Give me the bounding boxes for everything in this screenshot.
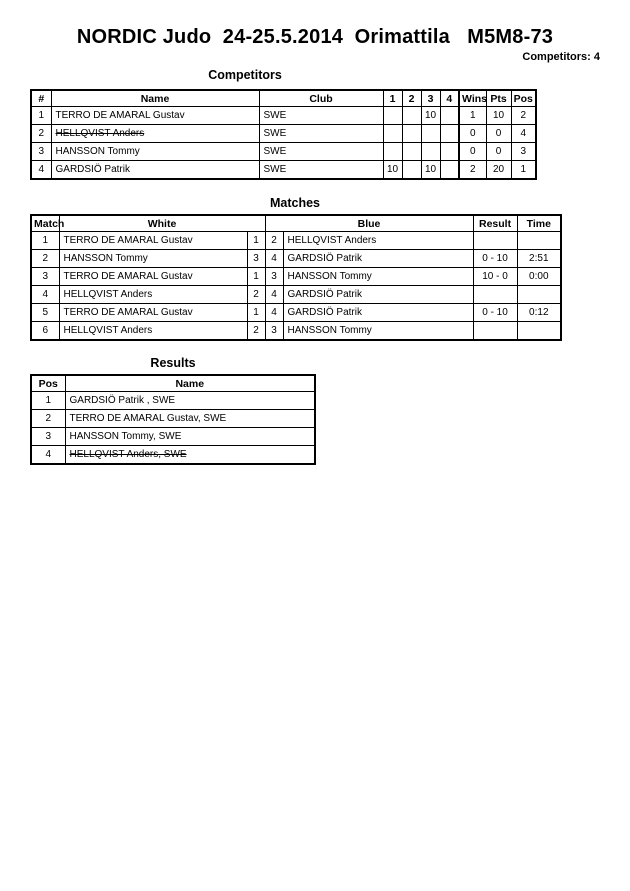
- white-number: 2: [247, 286, 265, 304]
- competitor-name: TERRO DE AMARAL Gustav: [51, 107, 259, 125]
- match-time: 2:51: [517, 250, 561, 268]
- match-row: [31, 268, 561, 286]
- blue-name: GARDSIÖ Patrik: [283, 304, 473, 322]
- blue-number: 2: [265, 232, 283, 250]
- col-header: Blue: [265, 215, 473, 232]
- blue-number: 4: [265, 250, 283, 268]
- match-row: [31, 322, 561, 341]
- col-header: 4: [440, 90, 459, 107]
- white-name: TERRO DE AMARAL Gustav: [59, 304, 247, 322]
- results-heading: Results: [150, 356, 196, 370]
- match-time: [517, 286, 561, 304]
- position-cell: 4: [511, 125, 536, 143]
- match-result: [473, 322, 517, 341]
- competitor-name: [51, 125, 259, 143]
- score-cell: [402, 161, 421, 180]
- result-name: GARDSIÖ Patrik , SWE: [65, 392, 315, 410]
- points-cell: 20: [486, 161, 511, 180]
- white-number: 1: [247, 232, 265, 250]
- page-title: NORDIC Judo 24-25.5.2014 Orimattila M5M8-73: [76, 26, 554, 48]
- white-name: TERRO DE AMARAL Gustav: [59, 232, 247, 250]
- score-cell: [440, 107, 459, 125]
- competitor-name: HANSSON Tommy: [51, 143, 259, 161]
- match-row: [31, 304, 561, 322]
- matches-heading: Matches: [269, 196, 321, 210]
- score-cell: 10: [383, 161, 402, 180]
- competitor-number: 4: [31, 161, 51, 180]
- competitor-number: 1: [31, 107, 51, 125]
- competitor-club: SWE: [259, 107, 383, 125]
- matches-table: [30, 214, 562, 341]
- white-name: HELLQVIST Anders: [59, 322, 247, 341]
- match-number: 6: [31, 322, 59, 341]
- score-cell: [383, 125, 402, 143]
- white-name: HANSSON Tommy: [59, 250, 247, 268]
- matches-header-row: [31, 215, 561, 232]
- col-header: Result: [473, 215, 517, 232]
- score-cell: [402, 125, 421, 143]
- position-cell: 2: [511, 107, 536, 125]
- blue-name: HELLQVIST Anders: [283, 232, 473, 250]
- result-row: [31, 428, 315, 446]
- wins-cell: 0: [459, 143, 486, 161]
- result-row: [31, 446, 315, 465]
- competitors-count: Competitors: 4: [522, 51, 600, 63]
- position-cell: 3: [511, 143, 536, 161]
- white-number: 1: [247, 268, 265, 286]
- white-number: 2: [247, 322, 265, 341]
- match-number: 5: [31, 304, 59, 322]
- match-number: 3: [31, 268, 59, 286]
- competitor-row: [31, 125, 536, 143]
- competitor-row: [31, 107, 536, 125]
- wins-cell: 1: [459, 107, 486, 125]
- match-number: 1: [31, 232, 59, 250]
- result-row: [31, 392, 315, 410]
- col-header: Time: [517, 215, 561, 232]
- competitor-number: 2: [31, 125, 51, 143]
- result-name: [65, 446, 315, 465]
- wins-cell: 0: [459, 125, 486, 143]
- white-number: 1: [247, 304, 265, 322]
- col-header: Pts: [486, 90, 511, 107]
- blue-number: 4: [265, 304, 283, 322]
- competitor-club: SWE: [259, 143, 383, 161]
- result-name-text: HELLQVIST Anders, SWE: [69, 449, 187, 460]
- col-header: Match: [31, 215, 59, 232]
- match-row: [31, 286, 561, 304]
- blue-number: 3: [265, 322, 283, 341]
- score-cell: [440, 143, 459, 161]
- col-header: 3: [421, 90, 440, 107]
- score-cell: [402, 107, 421, 125]
- match-time: [517, 322, 561, 341]
- blue-name: GARDSIÖ Patrik: [283, 286, 473, 304]
- result-row: [31, 410, 315, 428]
- wins-cell: 2: [459, 161, 486, 180]
- points-cell: 10: [486, 107, 511, 125]
- white-number: 3: [247, 250, 265, 268]
- blue-number: 3: [265, 268, 283, 286]
- results-header-row: [31, 375, 315, 392]
- match-number: 2: [31, 250, 59, 268]
- competitor-club: SWE: [259, 161, 383, 180]
- competitor-row: [31, 161, 536, 180]
- col-header: #: [31, 90, 51, 107]
- match-result: 10 - 0: [473, 268, 517, 286]
- blue-name: GARDSIÖ Patrik: [283, 250, 473, 268]
- score-cell: [421, 125, 440, 143]
- match-row: [31, 232, 561, 250]
- match-result: [473, 232, 517, 250]
- col-header: 2: [402, 90, 421, 107]
- blue-name: HANSSON Tommy: [283, 322, 473, 341]
- competitor-name-text: HELLQVIST Anders: [55, 128, 145, 139]
- white-name: TERRO DE AMARAL Gustav: [59, 268, 247, 286]
- white-name: HELLQVIST Anders: [59, 286, 247, 304]
- score-cell: [440, 161, 459, 180]
- score-cell: 10: [421, 161, 440, 180]
- competitor-row: [31, 143, 536, 161]
- score-cell: [383, 107, 402, 125]
- col-header: Pos: [31, 375, 65, 392]
- blue-number: 4: [265, 286, 283, 304]
- match-time: [517, 232, 561, 250]
- match-time: 0:00: [517, 268, 561, 286]
- result-name: TERRO DE AMARAL Gustav, SWE: [65, 410, 315, 428]
- competitors-table: [30, 89, 537, 180]
- competitors-heading: Competitors: [208, 68, 282, 82]
- score-cell: 10: [421, 107, 440, 125]
- competitor-number: 3: [31, 143, 51, 161]
- result-name: HANSSON Tommy, SWE: [65, 428, 315, 446]
- result-position: 4: [31, 446, 65, 465]
- competitors-header-row: [31, 90, 536, 107]
- col-header: 1: [383, 90, 402, 107]
- results-table: [30, 374, 316, 465]
- blue-name: HANSSON Tommy: [283, 268, 473, 286]
- match-number: 4: [31, 286, 59, 304]
- score-cell: [383, 143, 402, 161]
- match-result: 0 - 10: [473, 250, 517, 268]
- col-header: Name: [65, 375, 315, 392]
- col-header: Wins: [459, 90, 486, 107]
- match-result: [473, 286, 517, 304]
- position-cell: 1: [511, 161, 536, 180]
- match-result: 0 - 10: [473, 304, 517, 322]
- col-header: Club: [259, 90, 383, 107]
- competitor-name: GARDSIÖ Patrik: [51, 161, 259, 180]
- result-position: 2: [31, 410, 65, 428]
- result-position: 1: [31, 392, 65, 410]
- col-header: White: [59, 215, 265, 232]
- score-cell: [421, 143, 440, 161]
- match-time: 0:12: [517, 304, 561, 322]
- points-cell: 0: [486, 143, 511, 161]
- score-cell: [402, 143, 421, 161]
- col-header: Name: [51, 90, 259, 107]
- col-header: Pos: [511, 90, 536, 107]
- score-cell: [440, 125, 459, 143]
- competitor-club: SWE: [259, 125, 383, 143]
- match-row: [31, 250, 561, 268]
- result-position: 3: [31, 428, 65, 446]
- points-cell: 0: [486, 125, 511, 143]
